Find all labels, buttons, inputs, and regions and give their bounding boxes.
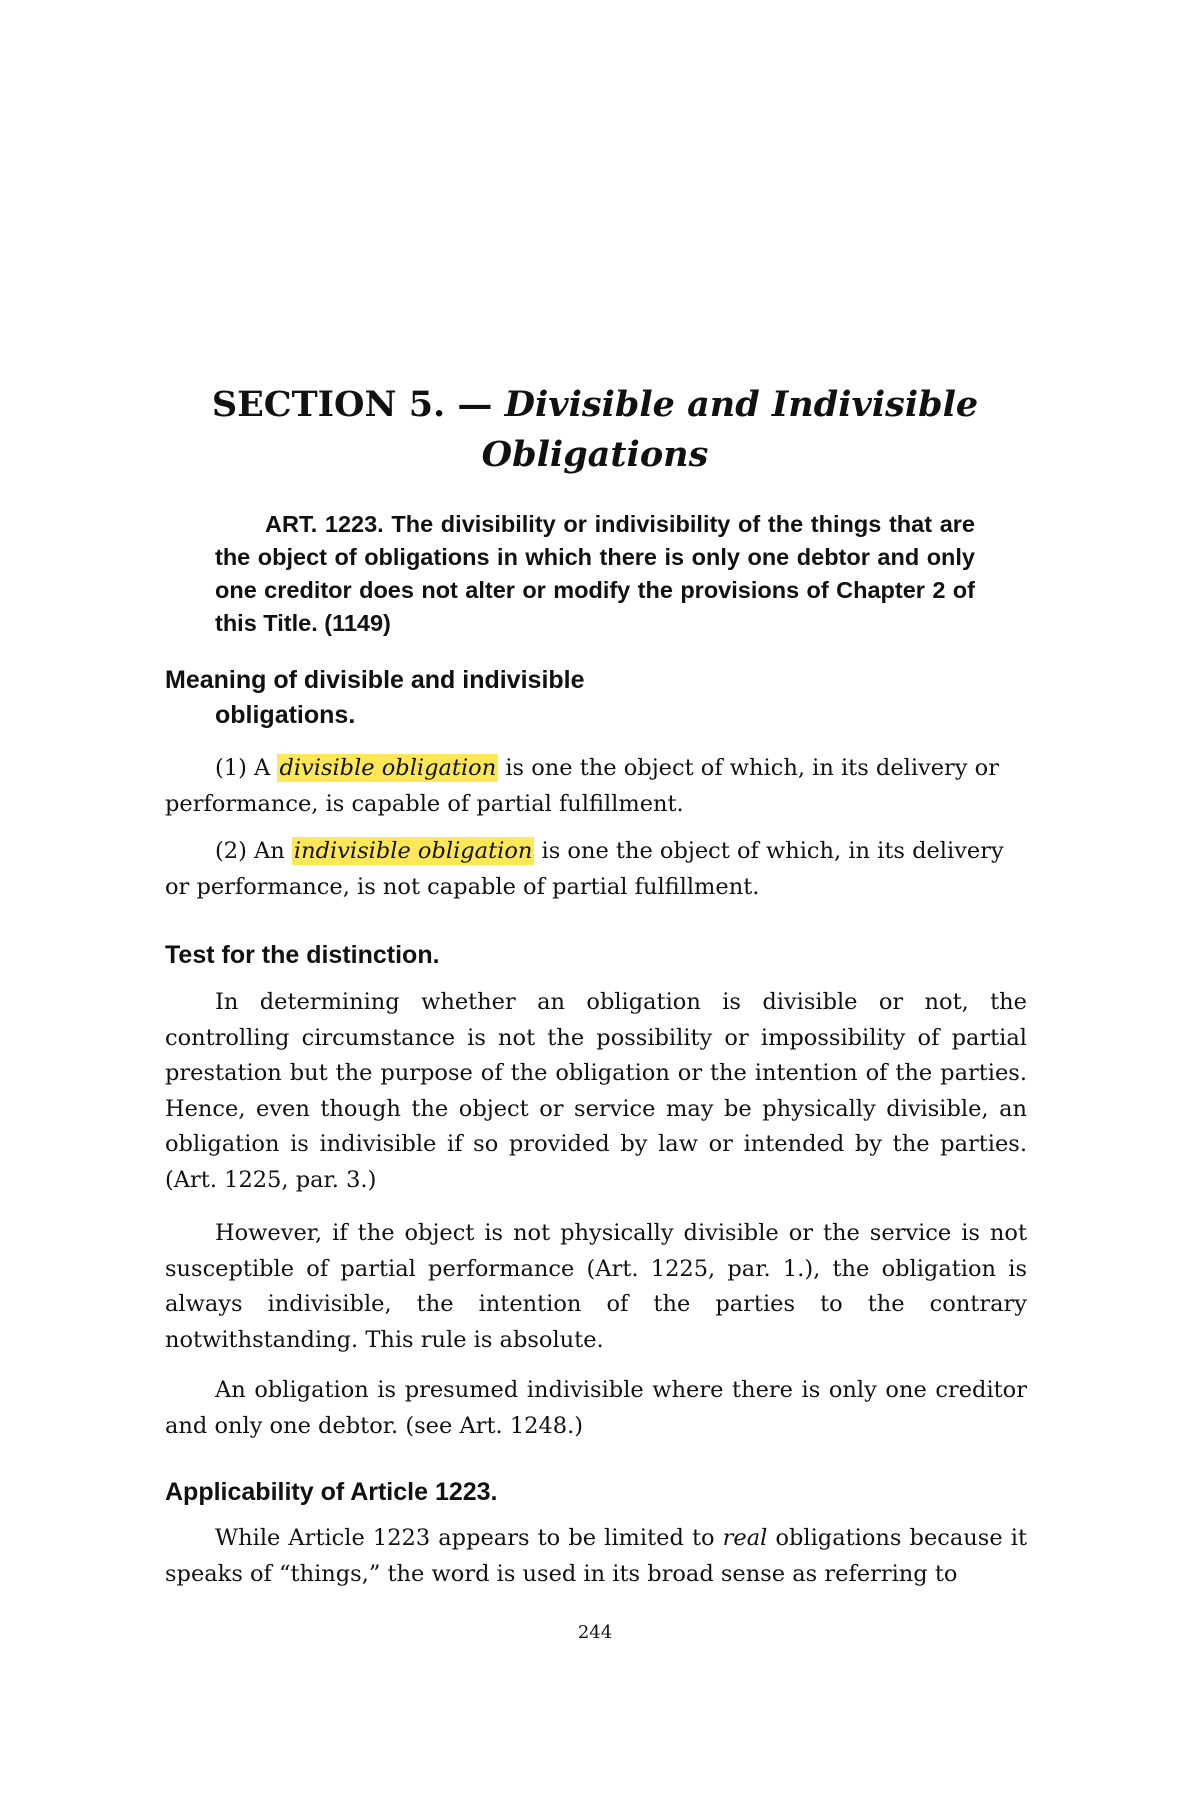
applicability-text-start: While Article 1223 appears to be limited to — [215, 1525, 723, 1551]
meaning-heading-line2: obligations. — [215, 701, 356, 729]
section-label: SECTION 5. — — [211, 384, 493, 425]
meaning-heading — [165, 663, 585, 733]
applicability-paragraph — [165, 1521, 1027, 1592]
applicability-text-emphasis: real — [722, 1525, 768, 1551]
item1-prefix: (1) A — [215, 755, 278, 781]
section-title-part2: Obligations — [481, 434, 709, 475]
section-title — [160, 380, 1030, 480]
item2-rest: is one the object of which, in its delivery or performance, is not capable of partial fulfillment. — [165, 838, 1004, 900]
item1-rest: is one the object of which, in its delivery or performance, is capable of partial fulfillment. — [165, 755, 999, 817]
test-heading: Test for the distinction. — [165, 941, 440, 969]
highlight-divisible-obligation: divisible obligation — [279, 755, 497, 781]
meaning-heading-line1: Meaning of divisible and indivisible — [165, 666, 585, 694]
applicability-heading: Applicability of Article 1223. — [165, 1478, 498, 1506]
item2-prefix: (2) An — [215, 838, 292, 864]
section-title-part1: Divisible and Indivisible — [504, 384, 979, 425]
test-paragraph-1: In determining whether an obligation is divisible or not, the controlling circumstance is not the possibility or impossibility of partial prestation but the purpose of the obligation or the intention of the parties. Hence, even though the object or service may be physically divisible, an obligation is indivisible if so provided by law or intended by the parties. (Art. 1225, par. 3.) — [165, 989, 1027, 1193]
test-paragraph-2: However, if the object is not physically divisible or the service is not susceptible of partial performance (Art. 1225, par. 1.), the obligation is always indivisible, the intention of the parties to the contrary notwithstanding. This rule is absolute. — [165, 1220, 1027, 1353]
test-paragraph-3: An obligation is presumed indivisible where there is only one creditor and only one debtor. (see Art. 1248.) — [165, 1377, 1027, 1439]
meaning-item-indivisible — [165, 834, 1027, 905]
meaning-item-divisible — [165, 751, 1027, 822]
applicability-text-end: obligations because it speaks of “things,” the word is used in its broad sense as referring to — [165, 1525, 1027, 1587]
article-1223-text: ART. 1223. The divisibility or indivisibility of the things that are the object of obligations in which there is only one debtor and only one creditor does not alter or modify the provisions of Chapter 2 of this Title. (1149) — [215, 511, 975, 636]
page-number: 244 — [577, 1622, 613, 1643]
highlight-indivisible-obligation: indivisible obligation — [293, 838, 533, 864]
